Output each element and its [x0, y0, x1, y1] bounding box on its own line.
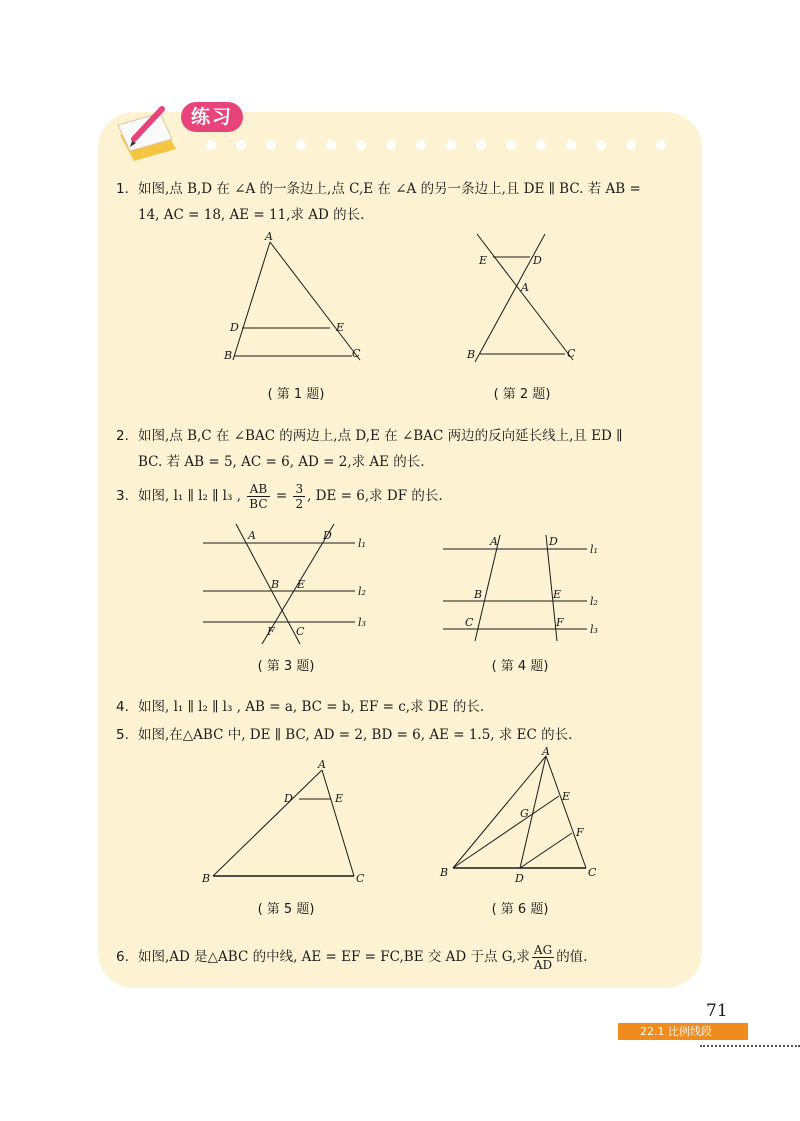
- exercise-panel: [98, 112, 702, 988]
- problem-5: [116, 722, 696, 748]
- label-D: D: [549, 535, 558, 548]
- problem-text: BC. 若 AB = 5, AC = 6, AD = 2,求 AE 的长.: [138, 454, 425, 470]
- label-B: B: [224, 349, 233, 362]
- label-l2: l₂: [358, 585, 366, 598]
- practice-badge: 练习: [181, 102, 243, 132]
- caption-fig6: ( 第 6 题): [491, 902, 549, 917]
- label-A: A: [318, 758, 326, 771]
- figure-1: [220, 232, 370, 376]
- label-C: C: [588, 866, 597, 879]
- figure-6: [438, 745, 608, 889]
- label-D: D: [323, 529, 332, 542]
- problem-number: 2.: [116, 428, 129, 444]
- label-E: E: [479, 254, 488, 267]
- problem-text: 的值.: [556, 949, 588, 965]
- problem-text: 如图,点 B,C 在 ∠BAC 的两边上,点 D,E 在 ∠BAC 两边的反向延长线上,且 ED ∥: [138, 428, 623, 444]
- fraction-ag-ad: $\frac{AG}{AD}$: [533, 943, 553, 972]
- problem-number: 5.: [116, 727, 129, 743]
- footer-divider: [700, 1045, 800, 1047]
- problem-text: 14, AC = 18, AE = 11,求 AD 的长.: [138, 207, 365, 223]
- fraction-3-2: $\frac{3}{2}$: [295, 482, 304, 511]
- problem-2: [116, 423, 696, 475]
- problem-text: 如图,点 B,D 在 ∠A 的一条边上,点 C,E 在 ∠A 的另一条边上,且 DE ∥ BC. 若 AB =: [138, 181, 641, 197]
- label-F: F: [267, 625, 275, 638]
- label-G: G: [520, 807, 529, 820]
- figure-4: [440, 533, 610, 647]
- label-C: C: [567, 347, 576, 360]
- label-B: B: [474, 588, 483, 601]
- caption-fig4: ( 第 4 题): [491, 659, 549, 674]
- label-A: A: [248, 529, 256, 542]
- label-l1: l₁: [590, 543, 598, 556]
- fraction-ab-bc: $\frac{AB}{BC}$: [249, 482, 268, 511]
- label-B: B: [440, 866, 449, 879]
- label-F: F: [556, 616, 564, 629]
- problem-text: 如图,AD 是△ABC 的中线, AE = EF = FC,BE 交 AD 于点 G,求: [138, 949, 530, 965]
- label-D: D: [515, 872, 524, 885]
- label-E: E: [336, 321, 345, 334]
- label-A: A: [521, 281, 529, 294]
- problem-text: 如图, l₁ ∥ l₂ ∥ l₃ ,: [138, 488, 241, 504]
- label-D: D: [284, 792, 293, 805]
- label-C: C: [465, 616, 474, 629]
- label-C: C: [352, 347, 361, 360]
- label-E: E: [297, 578, 306, 591]
- problem-text: 如图, l₁ ∥ l₂ ∥ l₃ , AB = a, BC = b, EF = c,求 DE 的长.: [138, 699, 485, 715]
- figure-3: [200, 522, 380, 651]
- problem-number: 3.: [116, 488, 129, 504]
- problem-number: 6.: [116, 949, 129, 965]
- problem-text: 如图,在△ABC 中, DE ∥ BC, AD = 2, BD = 6, AE = 1.5, 求 EC 的长.: [138, 727, 573, 743]
- label-D: D: [230, 321, 239, 334]
- label-E: E: [335, 792, 344, 805]
- label-A: A: [490, 535, 498, 548]
- problem-6: [116, 940, 696, 974]
- problem-4: [116, 694, 696, 720]
- label-l2: l₂: [590, 595, 598, 608]
- caption-fig2: ( 第 2 题): [493, 387, 551, 402]
- caption-fig1: ( 第 1 题): [267, 387, 325, 402]
- label-C: C: [296, 625, 305, 638]
- label-l3: l₃: [358, 616, 366, 629]
- problem-text: , DE = 6,求 DF 的长.: [307, 488, 443, 504]
- label-B: B: [271, 578, 280, 591]
- figure-2: [465, 230, 585, 374]
- problem-number: 1.: [116, 181, 129, 197]
- label-B: B: [202, 872, 211, 885]
- problem-3: 3. 如图, l₁ ∥ l₂ ∥ l₃ , $\frac{AB}{BC}$ = $\frac{3}{2}$ , DE = 6,求 DF 的长.: [116, 479, 696, 513]
- figure-5: [200, 758, 375, 892]
- section-label: 22.1 比例线段: [618, 1023, 748, 1040]
- problem-number: 4.: [116, 699, 129, 715]
- label-C: C: [356, 872, 365, 885]
- label-B: B: [467, 348, 476, 361]
- label-l3: l₃: [590, 623, 598, 636]
- label-E: E: [553, 588, 562, 601]
- page-number: 71: [706, 1001, 728, 1021]
- label-A: A: [265, 230, 273, 243]
- label-A: A: [542, 745, 550, 758]
- notebook-pencil-icon: [110, 95, 190, 165]
- caption-fig3: ( 第 3 题): [257, 659, 315, 674]
- label-F: F: [576, 826, 584, 839]
- label-D: D: [533, 254, 542, 267]
- label-l1: l₁: [358, 537, 366, 550]
- caption-fig5: ( 第 5 题): [257, 902, 315, 917]
- label-E: E: [562, 790, 571, 803]
- problem-1: [116, 176, 696, 228]
